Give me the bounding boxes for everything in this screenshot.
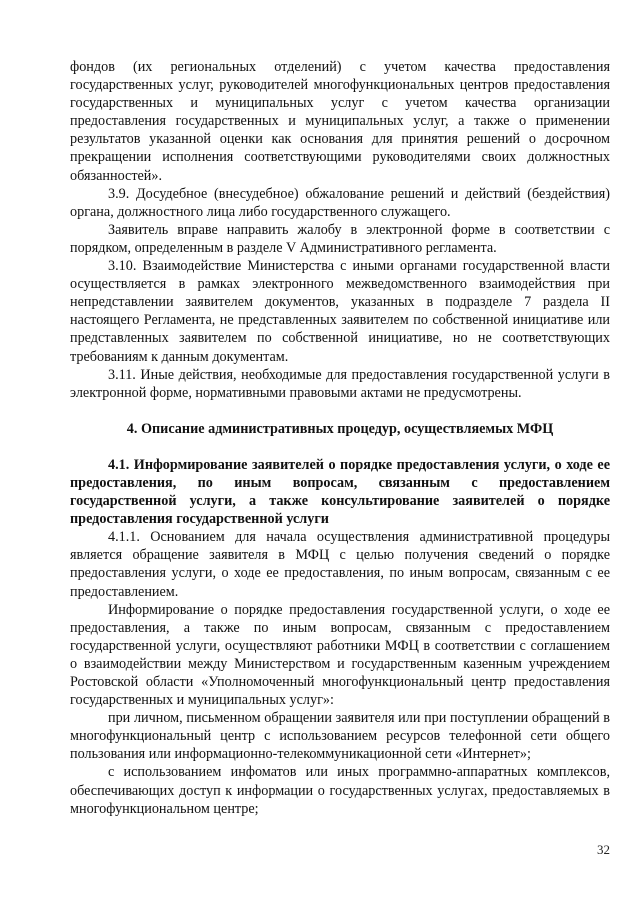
subsection-title: 4.1. Информирование заявителей о порядке предоставления услуги, о ходе ее предоставления, по иным вопросам, связанным с предоставлением государственной услуги, а также консультирование заявителей о порядке предоставления государственной услуги — [70, 456, 610, 528]
paragraph-bottom-4: с использованием инфоматов или иных программно-аппаратных комплексов, обеспечивающих доступ к информации о государственных услугах, предоставляемых в многофункциональном центре; — [70, 764, 610, 817]
paragraph-top-5: 3.11. Иные действия, необходимые для предоставления государственной услуги в электронной форме, нормативными правовыми актами не предусмотрены. — [70, 366, 610, 401]
paragraph-top-4: 3.10. Взаимодействие Министерства с иными органами государственной власти осуществляется в рамках электронного межведомственного взаимодействия при непредставлении заявителем документов, указанных в подразделе 7 раздела II настоящего Регламента, не представленных заявителем по собственной инициативе или представленных заявителем по собственной инициативе, но не соответствующих требованиям к данным документам. — [70, 258, 610, 365]
paragraph-bottom-1: 4.1.1. Основанием для начала осуществления административной процедуры является обращение заявителя в МФЦ с целью получения сведений о порядке предоставления услуги, о ходе ее предоставления, по иным вопросам, связанным с ее предоставлением. — [70, 529, 610, 600]
page-number: 32 — [597, 842, 610, 857]
paragraph-bottom-3: при личном, письменном обращении заявителя или при поступлении обращений в многофункциональный центр с использованием ресурсов телефонной сети общего пользования или информационно-телекоммуникационной сети «Интернет»; — [70, 710, 610, 763]
paragraph-top-1: фондов (их региональных отделений) с учетом качества предоставления государственных услуг, руководителей многофункциональных центров предоставления государственных и муниципальных услуг с учетом качества организации предоставления государственных и муниципальных услуг, а также о применении результатов указанной оценки как основания для принятия решений о досрочном прекращении исполнения соответствующими руководителями своих должностных обязанностей». — [70, 59, 610, 184]
paragraph-bottom-2: Информирование о порядке предоставления государственной услуги, о ходе ее предоставления, а также по иным вопросам, связанным с предоставлением государственной услуги, осуществляют работники МФЦ в соответствии с соглашением о взаимодействии между Министерством и государственным казенным учреждением Ростовской области «Уполномоченный многофункциональный центр предоставления государственных и муниципальных услуг»: — [70, 601, 610, 709]
paragraph-top-3: Заявитель вправе направить жалобу в электронной форме в соответствии с порядком, определенным в разделе V Административного регламента. — [70, 221, 610, 256]
paragraph-top-2: 3.9. Досудебное (внесудебное) обжалование решений и действий (бездействия) органа, должностного лица либо государственного служащего. — [70, 185, 610, 220]
document-page — [70, 58, 610, 818]
section-title: 4. Описание административных процедур, осуществляемых МФЦ — [126, 420, 554, 437]
